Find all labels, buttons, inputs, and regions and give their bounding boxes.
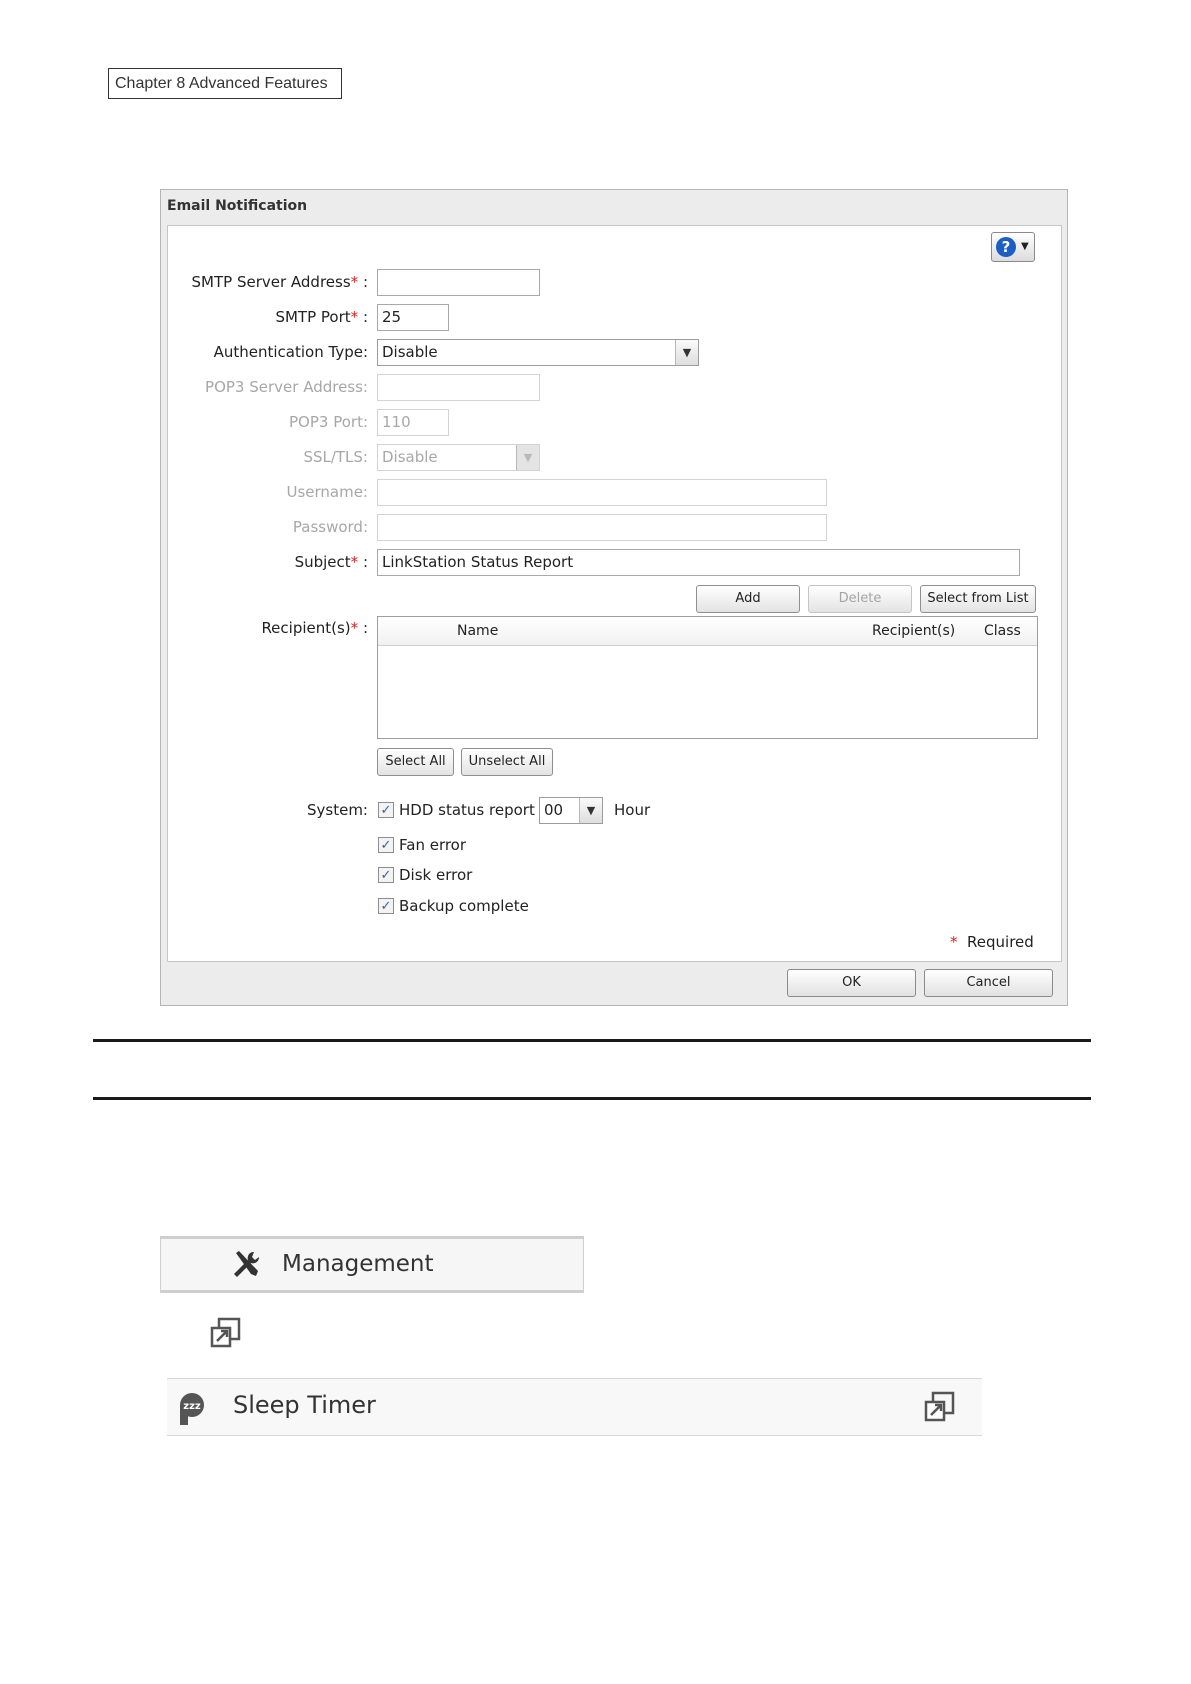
subject-label: Subject* :	[294, 553, 368, 571]
delete-recipient-button[interactable]: Delete	[808, 585, 912, 613]
hour-label: Hour	[614, 801, 651, 819]
fan-error-checkbox[interactable]: ✓	[378, 837, 394, 853]
pop3-server-label: POP3 Server Address:	[205, 378, 368, 396]
column-name[interactable]: Name	[457, 623, 499, 639]
cancel-button[interactable]: Cancel	[924, 969, 1053, 997]
password-label: Password:	[292, 518, 368, 536]
recipients-table-header	[378, 617, 1037, 646]
chevron-down-icon: ▼	[675, 340, 698, 365]
backup-complete-checkbox[interactable]: ✓	[378, 898, 394, 914]
sleep-timer-label: Sleep Timer	[233, 1391, 376, 1419]
select-from-list-button[interactable]: Select from List	[920, 585, 1036, 613]
chevron-down-icon: ▼	[579, 798, 602, 823]
pop3-server-input[interactable]	[377, 374, 540, 401]
divider-bottom	[93, 1097, 1091, 1100]
email-notification-dialog	[160, 189, 1068, 1006]
recipients-label: Recipient(s)* :	[261, 619, 368, 637]
sleep-timer-bar[interactable]	[167, 1378, 982, 1436]
hdd-status-checkbox[interactable]: ✓	[378, 802, 394, 818]
pop3-port-label: POP3 Port:	[289, 413, 368, 431]
ssl-tls-value: Disable	[382, 448, 438, 466]
caret-down-icon: ▼	[1021, 241, 1029, 252]
username-label: Username:	[286, 483, 368, 501]
dialog-title: Email Notification	[167, 198, 308, 214]
management-bar[interactable]	[160, 1236, 584, 1293]
auth-type-value: Disable	[382, 343, 438, 361]
chapter-header: Chapter 8 Advanced Features	[108, 68, 342, 99]
dialog-body	[167, 225, 1062, 962]
required-note: * Required	[950, 933, 1034, 951]
column-recipients[interactable]: Recipient(s)	[872, 623, 956, 639]
ssl-tls-label: SSL/TLS:	[303, 448, 368, 466]
disk-error-checkbox[interactable]: ✓	[378, 867, 394, 883]
auth-type-label: Authentication Type:	[213, 343, 368, 361]
smtp-server-label: SMTP Server Address* :	[191, 273, 368, 291]
management-label: Management	[282, 1251, 434, 1277]
column-class[interactable]: Class	[984, 623, 1021, 639]
hdd-status-label: HDD status report	[399, 801, 535, 819]
fan-error-label: Fan error	[399, 836, 467, 854]
divider-top	[93, 1039, 1091, 1042]
auth-type-select[interactable]	[377, 339, 699, 366]
ssl-tls-select[interactable]	[377, 444, 540, 471]
system-label: System:	[307, 801, 368, 819]
backup-complete-label: Backup complete	[399, 897, 529, 915]
question-mark-icon: ?	[996, 237, 1016, 257]
username-input[interactable]	[377, 479, 827, 506]
hdd-hour-select[interactable]	[539, 797, 603, 824]
expand-window-icon[interactable]	[924, 1391, 956, 1423]
expand-window-icon	[210, 1317, 242, 1349]
unselect-all-button[interactable]: Unselect All	[461, 748, 553, 776]
help-button[interactable]	[991, 232, 1035, 262]
subject-input[interactable]: LinkStation Status Report	[377, 549, 1020, 576]
add-recipient-button[interactable]: Add	[696, 585, 800, 613]
svg-text:zzz: zzz	[183, 1401, 201, 1412]
disk-error-label: Disk error	[399, 866, 473, 884]
recipients-table[interactable]	[377, 616, 1038, 739]
pop3-port-input[interactable]: 110	[377, 409, 449, 436]
hdd-hour-value: 00	[544, 801, 564, 819]
tools-icon	[230, 1249, 262, 1281]
smtp-server-input[interactable]	[377, 269, 540, 296]
password-input[interactable]	[377, 514, 827, 541]
ok-button[interactable]: OK	[787, 969, 916, 997]
chevron-down-icon: ▼	[516, 445, 539, 470]
smtp-port-input[interactable]: 25	[377, 304, 449, 331]
sleep-timer-icon	[174, 1391, 210, 1427]
select-all-button[interactable]: Select All	[377, 748, 454, 776]
smtp-port-label: SMTP Port* :	[275, 308, 368, 326]
